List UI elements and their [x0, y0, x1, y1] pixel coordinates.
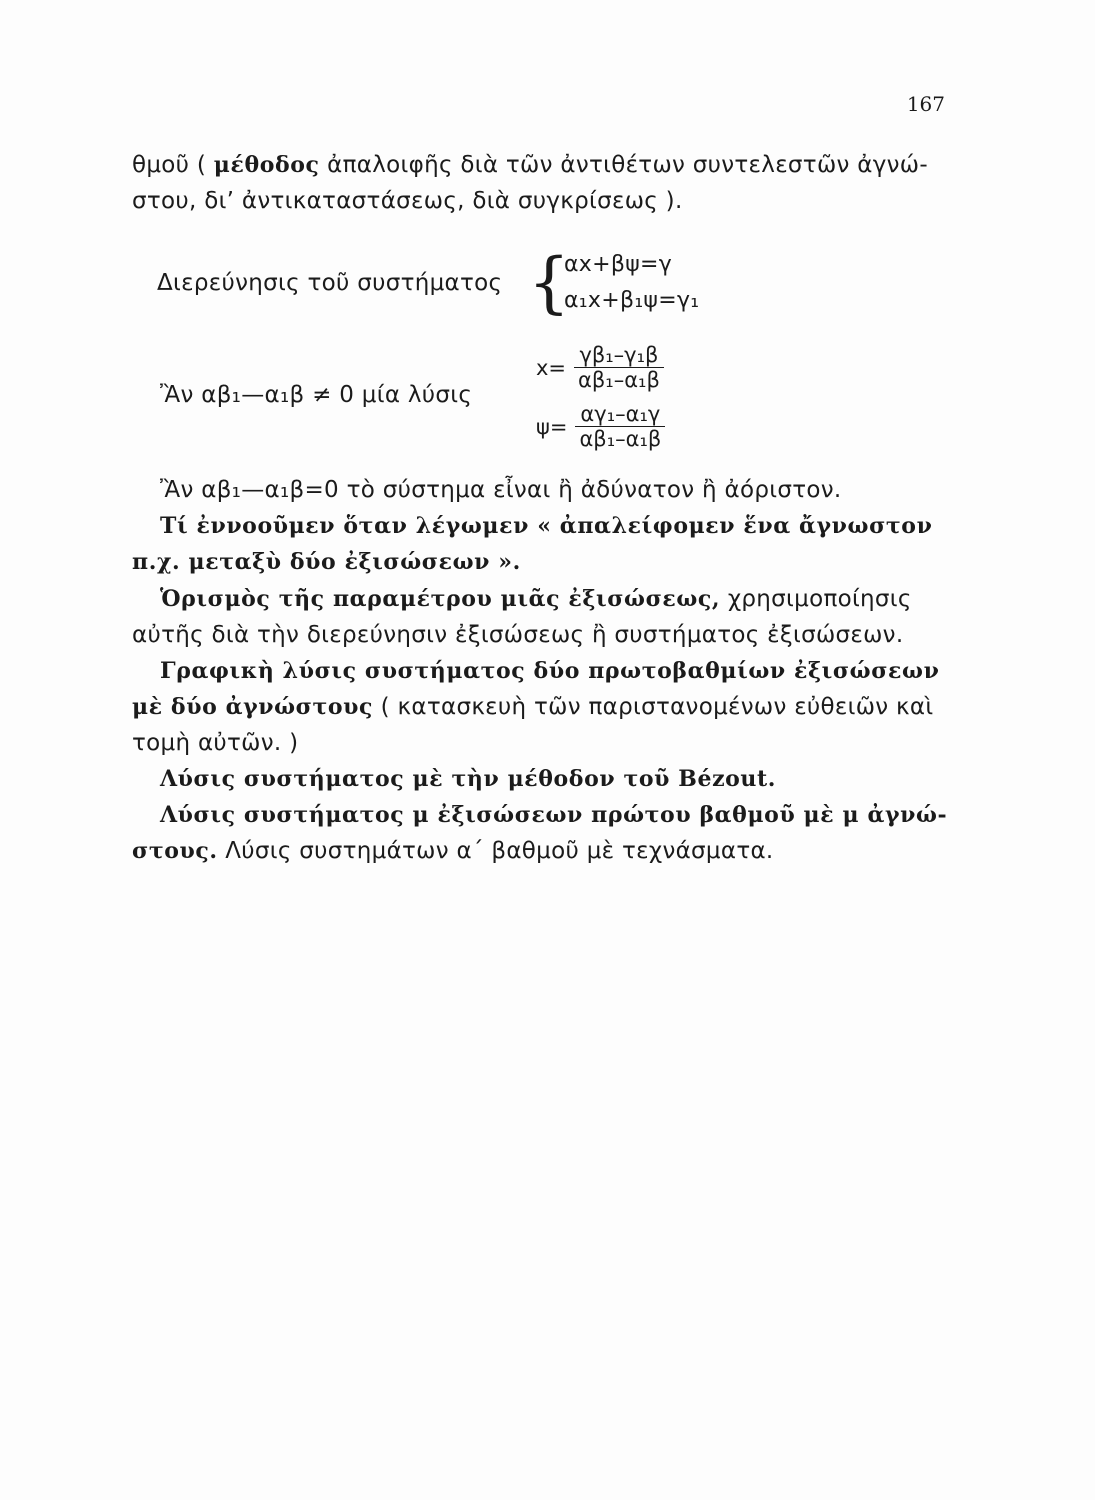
topic-graphic-solution-line-1: Γραφικὴ λύσις συστήματος δύο πρωτοβαθμίων ἐξισώσεων: [160, 658, 940, 684]
equation-2: α₁x+β₁ψ=γ₁: [564, 288, 700, 313]
topic-m-equations-line-1: Λύσις συστήματος μ ἐξισώσεων πρώτου βαθμοῦ μὲ μ ἀγνώ-: [160, 802, 948, 828]
text-span: χρησιμοποίησις: [720, 586, 912, 612]
text-span-bold: μέθοδος: [213, 152, 320, 178]
y-numerator: αγ₁–α₁γ: [580, 402, 661, 426]
system-label: Διερεύνησις τοῦ συστήματος: [157, 270, 503, 296]
topic-parameter-line-2: αὐτῆς διὰ τὴν διερεύνησιν ἐξισώσεως ἢ συστήματος ἐξισώσεων.: [132, 622, 904, 648]
fraction-stack: [574, 343, 664, 392]
paragraph-1-line-1: [132, 150, 928, 180]
topic-graphic-solution-line-3: τομὴ αὐτῶν. ): [132, 730, 299, 756]
text-span: Λύσις συστημάτων α΄ βαθμοῦ μὲ τεχνάσματα.: [217, 838, 774, 864]
fraction-stack: [575, 402, 665, 451]
x-numerator: γβ₁–γ₁β: [579, 343, 659, 367]
x-solution-fraction: [536, 343, 664, 392]
topic-graphic-solution-line-2: [132, 692, 933, 722]
y-lhs: ψ=: [536, 414, 568, 439]
x-denominator: αβ₁–α₁β: [578, 368, 660, 392]
topic-eliminate-unknown-line-1: Τί ἐννοοῦμεν ὅταν λέγωμεν « ἀπαλείφομεν ἕνα ἄγνωστον: [160, 513, 933, 539]
topic-bezout: Λύσις συστήματος μὲ τὴν μέθοδον τοῦ Bézout.: [160, 766, 777, 792]
left-brace: {: [528, 244, 570, 321]
x-lhs: x=: [536, 355, 567, 380]
text-span-bold: στους.: [132, 838, 218, 864]
paragraph-1-line-2: στου, δι’ ἀντικαταστάσεως, διὰ συγκρίσεως ).: [132, 188, 683, 214]
topic-eliminate-unknown-line-2: π.χ. μεταξὺ δύο ἐξισώσεων ».: [132, 549, 521, 575]
text-span-bold: μὲ δύο ἀγνώστους: [132, 694, 374, 720]
y-solution-fraction: [536, 402, 665, 451]
y-denominator: αβ₁–α₁β: [579, 427, 662, 451]
text-span: ( κατασκευὴ τῶν παριστανομένων εὐθειῶν καὶ: [373, 694, 934, 720]
text-span: θμοῦ (: [132, 152, 214, 178]
text-span: ἀπαλοιφῆς διὰ τῶν ἀντιθέτων συντελεστῶν ἀγνώ-: [319, 152, 928, 178]
equation-1: αx+βψ=γ: [564, 252, 673, 277]
case-zero-statement: Ἂν αβ₁—α₁β=0 τὸ σύστημα εἶναι ἢ ἀδύνατον ἢ ἀόριστον.: [160, 477, 842, 503]
page-number: 167: [906, 92, 945, 116]
case-nonzero-condition: Ἂν αβ₁—α₁β ≠ 0 μία λύσις: [160, 382, 473, 408]
topic-m-equations-line-2: [132, 836, 774, 866]
text-span-bold: Ὁρισμὸς τῆς παραμέτρου μιᾶς ἐξισώσεως,: [160, 586, 721, 612]
topic-parameter-line-1: [160, 584, 912, 614]
